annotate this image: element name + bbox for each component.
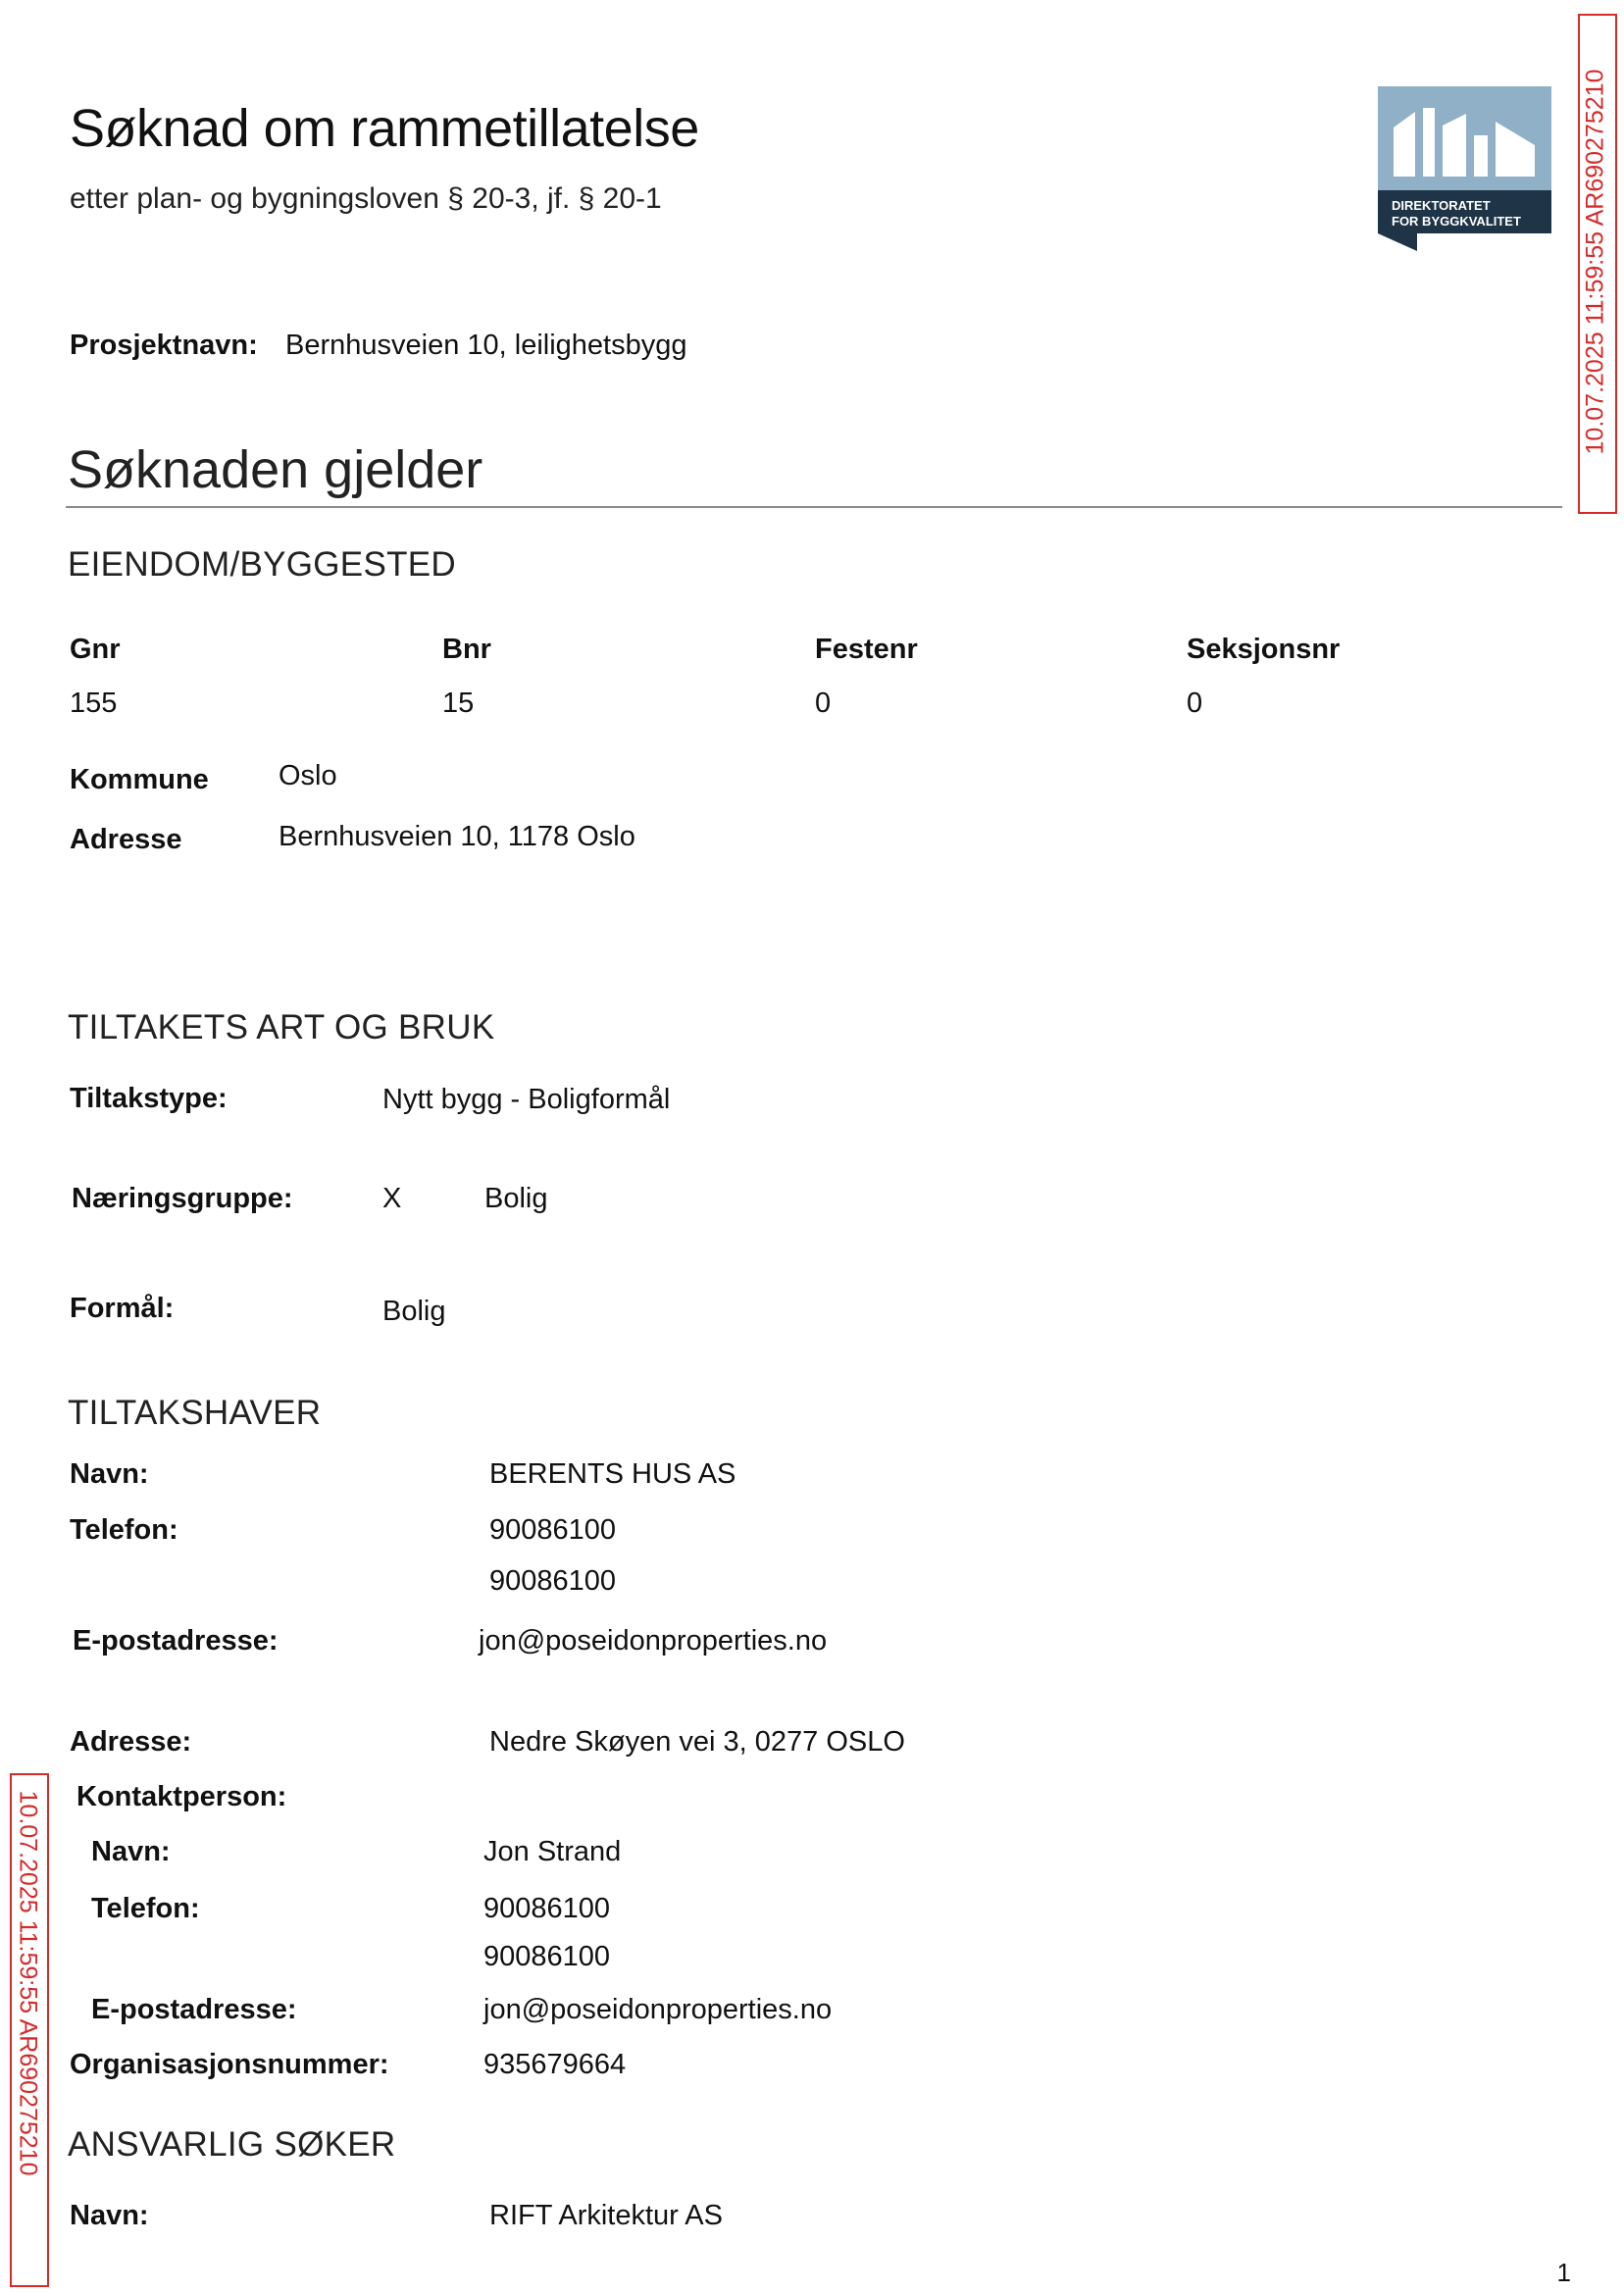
logo-text-line2: FOR BYGGKVALITET [1392, 214, 1521, 229]
seksjonsnr-value: 0 [1187, 688, 1203, 719]
dibk-logo [1378, 86, 1551, 251]
ansvarlig-heading: ANSVARLIG SØKER [68, 2125, 396, 2164]
organisasjonsnummer-value: 935679664 [483, 2049, 627, 2080]
ansvarlig-navn-value: RIFT Arkitektur AS [489, 2200, 723, 2231]
section-main-heading: Søknaden gjelder [68, 440, 483, 499]
tiltakshaver-navn-value: BERENTS HUS AS [489, 1458, 736, 1490]
document-subtitle: etter plan- og bygningsloven § 20-3, jf. § 20-1 [70, 182, 662, 215]
kontakt-epost-label: E-postadresse: [91, 1994, 297, 2025]
tiltakstype-value: Nytt bygg - Boligformål [382, 1084, 671, 1115]
kontakt-navn-value: Jon Strand [483, 1836, 622, 1867]
page-number: 1 [1556, 2258, 1571, 2287]
festenr-value: 0 [815, 688, 832, 719]
kommune-label: Kommune [70, 764, 209, 795]
project-name-value: Bernhusveien 10, leilighetsbygg [285, 330, 687, 361]
kontaktperson-label: Kontaktperson: [76, 1781, 287, 1812]
naeringsgruppe-code: X [382, 1183, 402, 1214]
tiltakshaver-epost-value: jon@poseidonproperties.no [479, 1625, 828, 1657]
adresse-value: Bernhusveien 10, 1178 Oslo [279, 821, 635, 852]
section-divider [66, 506, 1562, 508]
tiltakshaver-telefon-value-1: 90086100 [489, 1514, 617, 1546]
tiltakshaver-heading: TILTAKSHAVER [68, 1394, 322, 1432]
tiltakshaver-telefon-value-2: 90086100 [489, 1565, 617, 1597]
document-title: Søknad om rammetillatelse [70, 99, 699, 158]
eiendom-heading: EIENDOM/BYGGESTED [68, 545, 456, 584]
festenr-label: Festenr [815, 634, 918, 665]
gnr-label: Gnr [70, 634, 121, 665]
tiltakshaver-navn-label: Navn: [70, 1458, 149, 1490]
kontakt-telefon-value-1: 90086100 [483, 1893, 611, 1924]
tiltakshaver-telefon-label: Telefon: [70, 1514, 178, 1546]
bnr-label: Bnr [442, 634, 491, 665]
naeringsgruppe-value: Bolig [484, 1183, 548, 1214]
formal-label: Formål: [70, 1293, 175, 1324]
kommune-value: Oslo [279, 760, 337, 791]
seksjonsnr-label: Seksjonsnr [1187, 634, 1341, 665]
stamp-text-bottom-left: 10.07.2025 11:59:55 AR690275210 [14, 1790, 42, 2176]
tiltakstype-label: Tiltakstype: [70, 1083, 228, 1114]
formal-value: Bolig [382, 1296, 446, 1327]
adresse-label: Adresse [70, 824, 182, 855]
logo-text-line1: DIREKTORATET [1392, 198, 1491, 213]
gnr-value: 155 [70, 688, 118, 719]
stamp-text-top-right: 10.07.2025 11:59:55 AR690275210 [1581, 69, 1609, 455]
ansvarlig-navn-label: Navn: [70, 2200, 149, 2231]
kontakt-telefon-label: Telefon: [91, 1893, 200, 1924]
naeringsgruppe-label: Næringsgruppe: [72, 1183, 293, 1214]
bnr-value: 15 [442, 688, 475, 719]
kontakt-epost-value: jon@poseidonproperties.no [483, 1994, 833, 2025]
tiltak-heading: TILTAKETS ART OG BRUK [68, 1008, 495, 1046]
project-name-label: Prosjektnavn: [70, 330, 258, 361]
tiltakshaver-adresse-value: Nedre Skøyen vei 3, 0277 OSLO [489, 1726, 905, 1758]
organisasjonsnummer-label: Organisasjonsnummer: [70, 2049, 389, 2080]
kontakt-telefon-value-2: 90086100 [483, 1941, 611, 1972]
tiltakshaver-epost-label: E-postadresse: [73, 1625, 279, 1657]
kontakt-navn-label: Navn: [91, 1836, 171, 1867]
tiltakshaver-adresse-label: Adresse: [70, 1726, 192, 1758]
